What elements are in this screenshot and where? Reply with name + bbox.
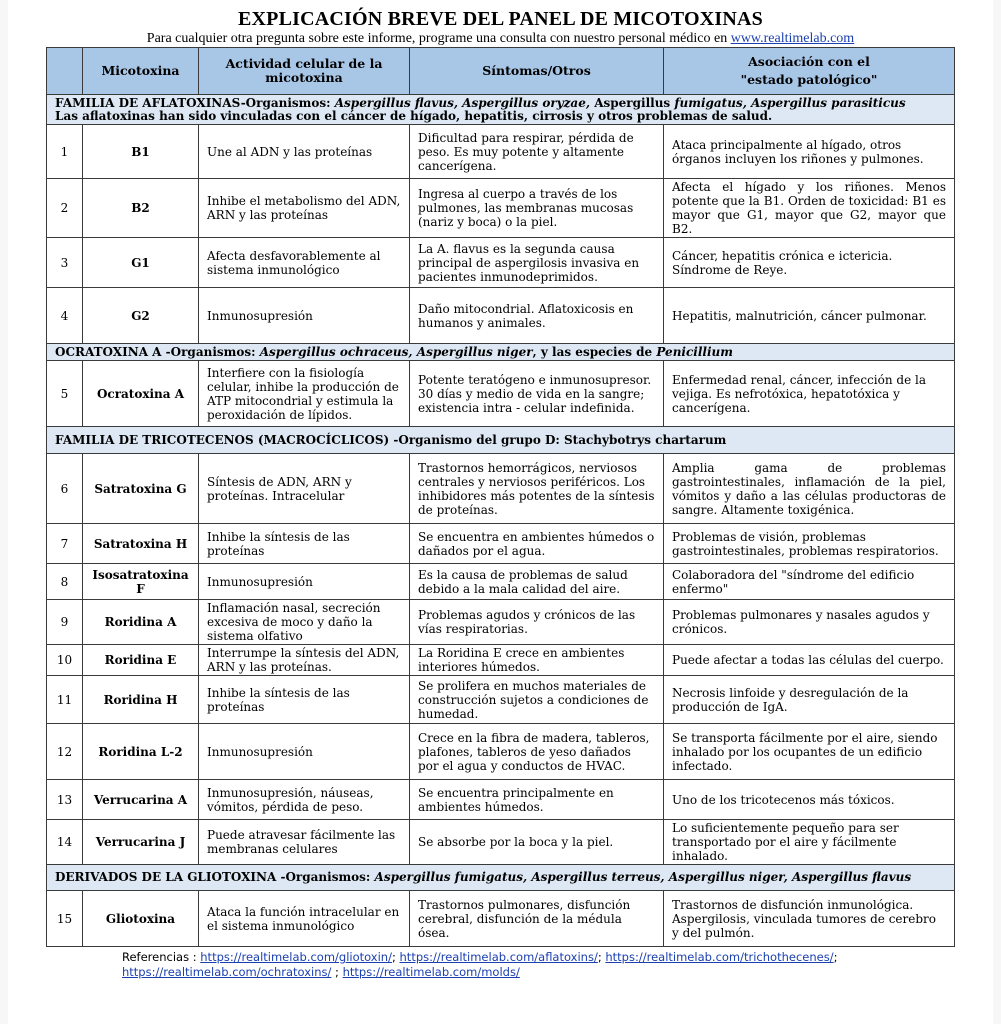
row-actividad: Inmunosupresión xyxy=(199,564,410,600)
table-row xyxy=(47,820,955,865)
row-name: Roridina E xyxy=(83,645,199,676)
row-asociacion: Problemas de visión, problemas gastrointestinales, problemas respiratorios. xyxy=(664,524,955,564)
row-sintomas: Crece en la fibra de madera, tableros, plafones, tableros de yeso dañados por el agua y conductos de HVAC. xyxy=(410,724,664,780)
row-name: Isosatratoxina F xyxy=(83,564,199,600)
row-asociacion: Puede afectar a todas las células del cuerpo. xyxy=(664,645,955,676)
family-tricotecenos-text: FAMILIA DE TRICOTECENOS (MACROCÍCLICOS) -Organismo del grupo D: Stachybotrys chartarum xyxy=(55,432,727,447)
page-title: EXPLICACIÓN BREVE DEL PANEL DE MICOTOXINAS xyxy=(238,8,763,30)
row-num: 12 xyxy=(47,724,83,780)
row-sintomas: Se encuentra en ambientes húmedos o dañados por el agua. xyxy=(410,524,664,564)
reference-sep: ; xyxy=(391,950,400,964)
row-actividad: Interfiere con la fisiología celular, inhibe la producción de ATP mitocondrial y estimula la peroxidación de lípidos. xyxy=(199,361,410,427)
row-actividad: Inmunosupresión, náuseas, vómitos, pérdida de peso. xyxy=(199,780,410,820)
subtitle-text: Para cualquier otra pregunta sobre este informe, programe una consulta con nuestro personal médico en xyxy=(146,31,728,46)
header-num xyxy=(47,48,83,95)
reference-link[interactable]: https://realtimelab.com/gliotoxin/ xyxy=(200,950,392,964)
family-aflatoxinas-org1: Aspergillus flavus, Aspergillus oryzae, xyxy=(334,95,591,110)
row-name: G1 xyxy=(83,238,199,288)
reference-link[interactable]: https://realtimelab.com/ochratoxins/ xyxy=(122,965,332,979)
table-row xyxy=(47,125,955,179)
reference-sep: ; xyxy=(597,950,606,964)
row-sintomas: La A. flavus es la segunda causa principal de aspergilosis invasiva en pacientes inmunodeprimidos. xyxy=(410,238,664,288)
row-asociacion: Necrosis linfoide y desregulación de la producción de IgA. xyxy=(664,676,955,724)
website-link[interactable]: www.realtimelab.com xyxy=(730,31,855,46)
family-ocratoxina-prefix: OCRATOXINA A -Organismos: xyxy=(55,344,260,359)
row-name: Satratoxina G xyxy=(83,454,199,524)
header-micotoxina: Micotoxina xyxy=(83,48,199,95)
row-sintomas: Potente teratógeno e inmunosupresor. 30 días y medio de vida en la sangre; existencia intra - celular indefinida. xyxy=(410,361,664,427)
table-row xyxy=(47,454,955,524)
row-name: Gliotoxina xyxy=(83,891,199,947)
row-actividad: Une al ADN y las proteínas xyxy=(199,125,410,179)
reference-sep: ; xyxy=(833,950,838,964)
family-row-ocratoxina xyxy=(47,344,955,361)
row-actividad: Inmunosupresión xyxy=(199,288,410,344)
row-actividad: Ataca la función intracelular en el sistema inmunológico xyxy=(199,891,410,947)
row-name: Roridina L-2 xyxy=(83,724,199,780)
row-sintomas: Se encuentra principalmente en ambientes húmedos. xyxy=(410,780,664,820)
table-row xyxy=(47,524,955,564)
table-row xyxy=(47,361,955,427)
family-gliotoxina-prefix: DERIVADOS DE LA GLIOTOXINA -Organismos: xyxy=(55,870,375,884)
row-actividad: Puede atravesar fácilmente las membranas celulares xyxy=(199,820,410,865)
row-actividad: Inflamación nasal, secreción excesiva de moco y daño la sistema olfativo xyxy=(199,600,410,645)
table-row xyxy=(47,676,955,724)
family-aflatoxinas-org2: fumigatus, Aspergillus parasiticus xyxy=(674,95,906,110)
header-asociacion xyxy=(664,48,955,95)
row-sintomas: Trastornos pulmonares, disfunción cerebral, disfunción de la médula ósea. xyxy=(410,891,664,947)
row-sintomas: Trastornos hemorrágicos, nerviosos centrales y nerviosos periféricos. Los inhibidores más potentes de la síntesis de proteínas. xyxy=(410,454,664,524)
family-row-tricotecenos xyxy=(47,427,955,454)
table-row xyxy=(47,724,955,780)
row-actividad: Inmunosupresión xyxy=(199,724,410,780)
row-actividad: Síntesis de ADN, ARN y proteínas. Intracelular xyxy=(199,454,410,524)
reference-link[interactable]: https://realtimelab.com/molds/ xyxy=(342,965,520,979)
row-num: 14 xyxy=(47,820,83,865)
row-sintomas: Se absorbe por la boca y la piel. xyxy=(410,820,664,865)
row-name: B1 xyxy=(83,125,199,179)
row-name: Ocratoxina A xyxy=(83,361,199,427)
family-aflatoxinas-line2: Las aflatoxinas han sido vinculadas con el cáncer de hígado, hepatitis, cirrosis y otros problemas de salud. xyxy=(55,108,773,123)
row-sintomas: Dificultad para respirar, pérdida de peso. Es muy potente y altamente cancerígena. xyxy=(410,125,664,179)
family-aflatoxinas-prefix: FAMILIA DE AFLATOXINAS-Organismos: xyxy=(55,95,335,110)
row-asociacion: Amplia gama de problemas gastrointestinales, inflamación de la piel, vómitos y daño a las células productoras de sangre. Altamente toxigénica. xyxy=(664,454,955,524)
family-row-gliotoxina xyxy=(47,865,955,891)
row-num: 6 xyxy=(47,454,83,524)
row-actividad: Interrumpe la síntesis del ADN, ARN y las proteínas. xyxy=(199,645,410,676)
header-asociacion-line1: Asociación con el xyxy=(748,54,870,69)
row-sintomas: Daño mitocondrial. Aflatoxicosis en humanos y animales. xyxy=(410,288,664,344)
family-aflatoxinas-mid: Aspergillus xyxy=(590,95,675,110)
row-sintomas: Problemas agudos y crónicos de las vías respiratorias. xyxy=(410,600,664,645)
row-num: 15 xyxy=(47,891,83,947)
row-name: Roridina A xyxy=(83,600,199,645)
row-name: Roridina H xyxy=(83,676,199,724)
row-num: 7 xyxy=(47,524,83,564)
table-row xyxy=(47,179,955,238)
row-actividad: Afecta desfavorablemente al sistema inmunológico xyxy=(199,238,410,288)
row-name: B2 xyxy=(83,179,199,238)
row-asociacion: Uno de los tricotecenos más tóxicos. xyxy=(664,780,955,820)
table-row xyxy=(47,780,955,820)
row-name: Verrucarina A xyxy=(83,780,199,820)
row-num: 1 xyxy=(47,125,83,179)
row-asociacion: Trastornos de disfunción inmunológica. Aspergilosis, vinculada tumores de cerebro y del pulmón. xyxy=(664,891,955,947)
row-actividad: Inhibe el metabolismo del ADN, ARN y las proteínas xyxy=(199,179,410,238)
row-num: 2 xyxy=(47,179,83,238)
references-label: Referencias : xyxy=(122,950,201,964)
row-num: 11 xyxy=(47,676,83,724)
table-row xyxy=(47,891,955,947)
table-row xyxy=(47,564,955,600)
table-row xyxy=(47,288,955,344)
row-num: 10 xyxy=(47,645,83,676)
page-subtitle xyxy=(8,31,993,47)
row-asociacion: Cáncer, hepatitis crónica e ictericia. Síndrome de Reye. xyxy=(664,238,955,288)
row-asociacion: Hepatitis, malnutrición, cáncer pulmonar. xyxy=(664,288,955,344)
family-ocratoxina-genus: Penicillium xyxy=(656,344,733,359)
row-num: 8 xyxy=(47,564,83,600)
header-asociacion-line2: "estado patológico" xyxy=(740,72,878,87)
mycotoxin-table xyxy=(46,47,955,947)
header-actividad: Actividad celular de la micotoxina xyxy=(199,48,410,95)
row-num: 9 xyxy=(47,600,83,645)
row-asociacion: Afecta el hígado y los riñones. Menos potente que la B1. Orden de toxicidad: B1 es mayor que G1, mayor que G2, mayor que B2. xyxy=(664,179,955,238)
family-row-aflatoxinas xyxy=(47,95,955,125)
row-actividad: Inhibe la síntesis de las proteínas xyxy=(199,524,410,564)
row-sintomas: Es la causa de problemas de salud debido a la mala calidad del aire. xyxy=(410,564,664,600)
family-ocratoxina-orgs: Aspergillus ochraceus, Aspergillus niger xyxy=(259,344,533,359)
family-gliotoxina-orgs: Aspergillus fumigatus, Aspergillus terreus, Aspergillus niger, Aspergillus flavus xyxy=(374,870,912,884)
row-num: 3 xyxy=(47,238,83,288)
row-actividad: Inhibe la síntesis de las proteínas xyxy=(199,676,410,724)
table-row xyxy=(47,600,955,645)
row-name: Verrucarina J xyxy=(83,820,199,865)
table-header-row xyxy=(47,48,955,95)
row-asociacion: Enfermedad renal, cáncer, infección de la vejiga. Es nefrotóxica, hepatotóxica y cancerígena. xyxy=(664,361,955,427)
references xyxy=(122,950,982,980)
row-sintomas: Se prolifera en muchos materiales de construcción sujetos a condiciones de humedad. xyxy=(410,676,664,724)
table-row xyxy=(47,238,955,288)
row-asociacion: Colaboradora del "síndrome del edificio enfermo" xyxy=(664,564,955,600)
document-page xyxy=(8,0,993,1024)
reference-sep: ; xyxy=(331,965,343,979)
row-sintomas: La Roridina E crece en ambientes interiores húmedos. xyxy=(410,645,664,676)
family-ocratoxina-mid: , y las especies de xyxy=(532,344,657,359)
reference-link[interactable]: https://realtimelab.com/aflatoxins/ xyxy=(399,950,598,964)
row-num: 13 xyxy=(47,780,83,820)
row-name: G2 xyxy=(83,288,199,344)
row-sintomas: Ingresa al cuerpo a través de los pulmones, las membranas mucosas (nariz y boca) o la piel. xyxy=(410,179,664,238)
table-row xyxy=(47,645,955,676)
row-asociacion: Se transporta fácilmente por el aire, siendo inhalado por los ocupantes de un edificio infectado. xyxy=(664,724,955,780)
reference-link[interactable]: https://realtimelab.com/trichothecenes/ xyxy=(605,950,834,964)
header-sintomas: Síntomas/Otros xyxy=(410,48,664,95)
row-asociacion: Ataca principalmente al hígado, otros órganos incluyen los riñones y pulmones. xyxy=(664,125,955,179)
row-asociacion: Lo suficientemente pequeño para ser transportado por el aire y fácilmente inhalado. xyxy=(664,820,955,865)
row-num: 4 xyxy=(47,288,83,344)
row-num: 5 xyxy=(47,361,83,427)
row-asociacion: Problemas pulmonares y nasales agudos y crónicos. xyxy=(664,600,955,645)
row-name: Satratoxina H xyxy=(83,524,199,564)
